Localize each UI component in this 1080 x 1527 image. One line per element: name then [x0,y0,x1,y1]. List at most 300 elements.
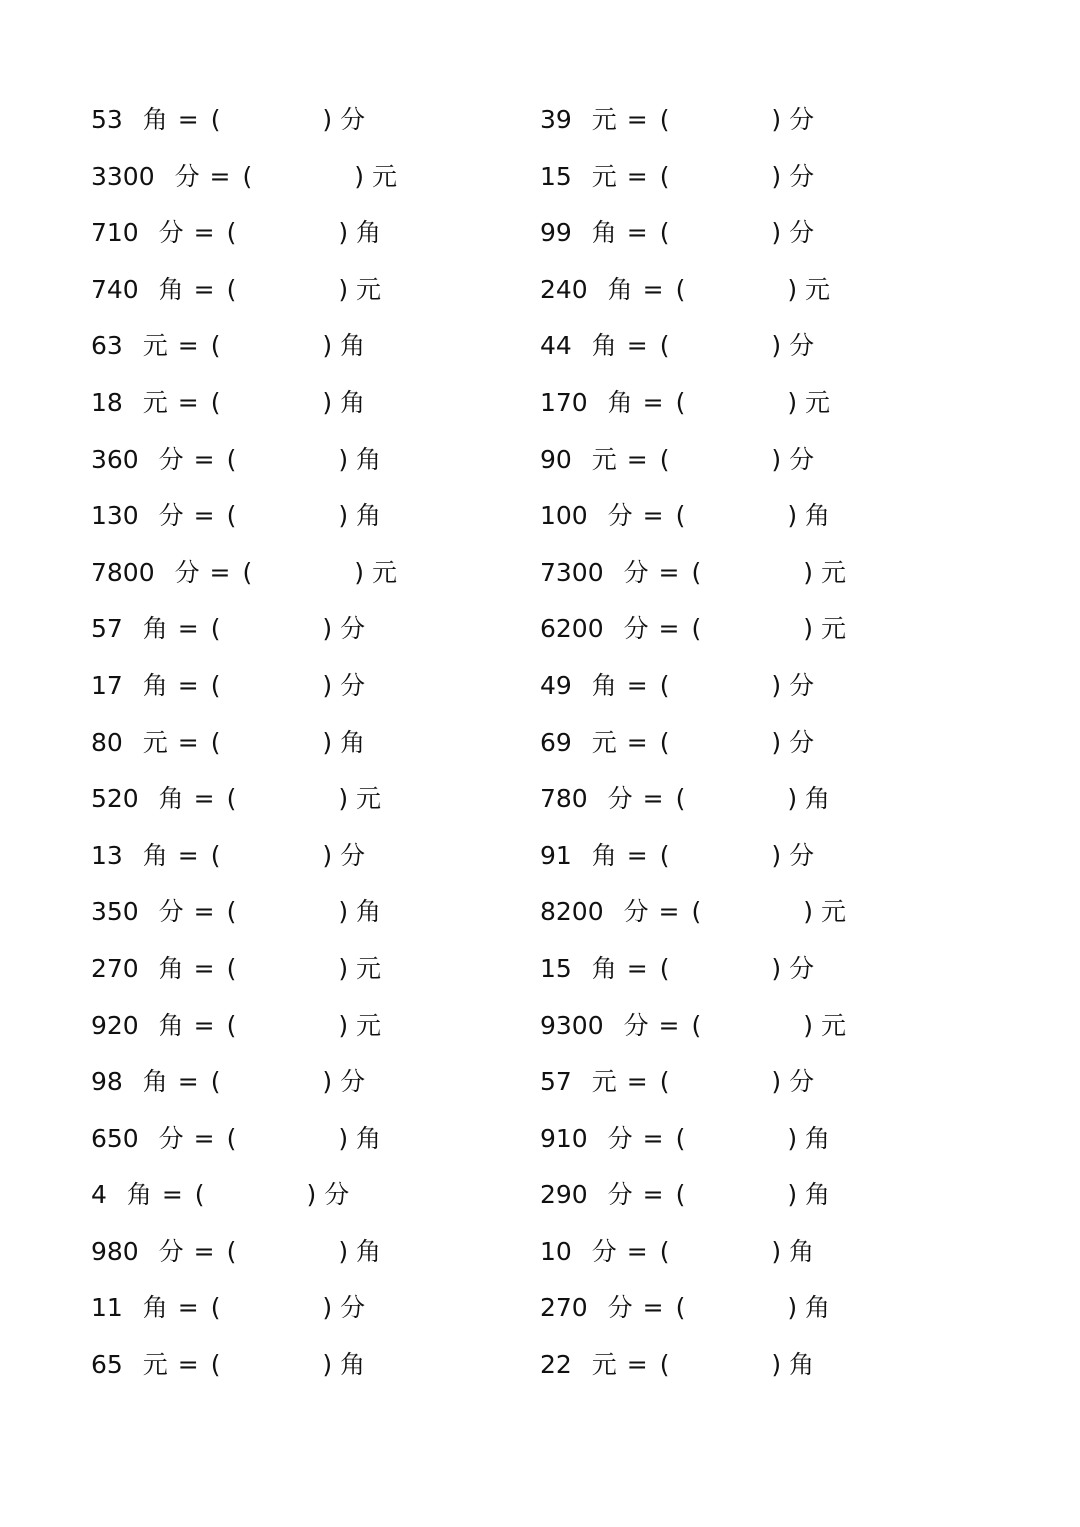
equals-sign: = [626,105,648,134]
conversion-problem [540,715,960,772]
left-paren: ( [226,1123,237,1153]
problem-amount: 15 [540,161,572,191]
equals-sign: = [193,444,215,474]
right-paren: ) [338,1236,349,1266]
left-paren: ( [242,161,253,191]
problem-to-unit: 角 [340,331,366,361]
conversion-problem [91,488,511,545]
equals-sign: = [642,274,664,304]
problem-to-unit: 角 [789,1350,815,1380]
equals-sign: = [177,670,199,700]
problem-from-unit: 角 [142,1067,168,1097]
problem-from-unit: 角 [142,840,168,870]
conversion-problem [540,998,960,1055]
problem-from-unit: 元 [591,161,617,191]
problem-to-unit: 分 [340,614,366,644]
right-paren: ) [803,614,813,644]
left-paren: ( [226,501,237,531]
problem-from-unit: 元 [142,1350,168,1380]
problem-from-unit: 角 [158,953,184,983]
equals-sign: = [193,1236,215,1266]
conversion-problem [540,1167,960,1224]
problem-amount: 22 [540,1350,572,1380]
equals-sign: = [642,1180,664,1210]
right-paren: ) [771,953,782,983]
right-paren: ) [338,1010,349,1040]
problem-to-unit: 分 [789,444,815,474]
conversion-problem [540,545,960,602]
problem-from-unit: 分 [174,557,200,587]
left-paren: ( [210,614,221,644]
problem-amount: 57 [91,614,123,644]
problem-amount: 80 [91,727,123,757]
problem-to-unit: 分 [789,105,815,134]
problem-from-unit: 分 [158,218,184,248]
conversion-problem [540,601,960,658]
left-paren: ( [242,557,253,587]
equals-sign: = [626,953,648,983]
problem-from-unit: 元 [142,387,168,417]
equals-sign: = [658,897,680,927]
problem-amount: 69 [540,727,572,757]
problem-to-unit: 角 [356,444,382,474]
right-paren: ) [771,1236,782,1266]
left-paren: ( [691,897,702,927]
equals-sign: = [626,161,648,191]
left-paren: ( [226,444,237,474]
problem-to-unit: 角 [805,1123,831,1153]
problem-to-unit: 元 [356,784,382,814]
conversion-problem [540,92,960,149]
right-paren: ) [787,784,798,814]
problem-from-unit: 分 [623,1010,649,1040]
conversion-problem [540,318,960,375]
left-paren: ( [659,161,670,191]
problem-amount: 9300 [540,1010,604,1040]
problem-amount: 98 [91,1067,123,1097]
problem-amount: 7800 [91,557,155,587]
conversion-problem [91,1280,511,1337]
conversion-problem [91,262,511,319]
problem-amount: 270 [540,1293,588,1323]
equals-sign: = [177,1067,199,1097]
right-paren: ) [338,1123,349,1153]
problem-to-unit: 分 [324,1180,350,1210]
problem-from-unit: 角 [591,840,617,870]
right-problem-column [540,92,960,1394]
problem-amount: 270 [91,953,139,983]
problem-amount: 7300 [540,557,604,587]
problem-amount: 11 [91,1293,123,1323]
conversion-problem [540,432,960,489]
conversion-problem [91,884,511,941]
problem-to-unit: 分 [789,331,815,361]
right-paren: ) [771,161,782,191]
right-paren: ) [322,331,333,361]
problem-amount: 6200 [540,614,604,644]
conversion-problem [91,941,511,998]
problem-amount: 920 [91,1010,139,1040]
problem-from-unit: 分 [607,501,633,531]
problem-amount: 63 [91,331,123,361]
problem-from-unit: 分 [607,1123,633,1153]
right-paren: ) [322,105,333,134]
problem-to-unit: 角 [805,501,831,531]
conversion-problem [540,488,960,545]
problem-to-unit: 分 [789,953,815,983]
conversion-problem [91,1224,511,1281]
problem-to-unit: 角 [340,727,366,757]
right-paren: ) [322,1293,333,1323]
problem-from-unit: 分 [623,614,649,644]
left-paren: ( [675,784,686,814]
right-paren: ) [771,218,782,248]
problem-from-unit: 分 [607,1293,633,1323]
problem-to-unit: 元 [820,1010,846,1040]
problem-to-unit: 分 [789,840,815,870]
problem-amount: 3300 [91,161,155,191]
conversion-problem [540,149,960,206]
problem-to-unit: 角 [805,1180,831,1210]
right-paren: ) [787,1123,798,1153]
equals-sign: = [658,614,680,644]
right-paren: ) [322,840,333,870]
equals-sign: = [193,274,215,304]
left-paren: ( [226,953,237,983]
problem-to-unit: 元 [805,387,831,417]
left-paren: ( [659,670,670,700]
right-paren: ) [771,727,782,757]
problem-to-unit: 分 [340,1067,366,1097]
problem-amount: 290 [540,1180,588,1210]
problem-to-unit: 元 [371,161,397,191]
equals-sign: = [642,1293,664,1323]
left-paren: ( [226,218,237,248]
left-paren: ( [691,614,702,644]
left-paren: ( [210,727,221,757]
left-paren: ( [226,897,237,927]
problem-from-unit: 角 [142,614,168,644]
equals-sign: = [626,1350,648,1380]
equals-sign: = [626,840,648,870]
problem-from-unit: 分 [591,1236,617,1266]
problem-amount: 360 [91,444,139,474]
conversion-problem [540,1337,960,1394]
problem-to-unit: 分 [340,840,366,870]
right-paren: ) [771,331,782,361]
right-paren: ) [787,501,798,531]
conversion-problem [91,828,511,885]
equals-sign: = [177,727,199,757]
left-paren: ( [675,387,686,417]
equals-sign: = [642,784,664,814]
left-paren: ( [210,331,221,361]
equals-sign: = [193,218,215,248]
conversion-problem [540,375,960,432]
right-paren: ) [787,1180,798,1210]
left-paren: ( [675,274,686,304]
right-paren: ) [338,444,349,474]
right-paren: ) [803,1010,813,1040]
left-paren: ( [226,784,237,814]
problem-amount: 130 [91,501,139,531]
conversion-problem [540,262,960,319]
problem-from-unit: 分 [158,1123,184,1153]
equals-sign: = [626,218,648,248]
right-paren: ) [322,670,333,700]
problem-to-unit: 角 [805,1293,831,1323]
problem-amount: 10 [540,1236,572,1266]
right-paren: ) [771,670,782,700]
problem-from-unit: 角 [591,953,617,983]
problem-amount: 980 [91,1236,139,1266]
right-paren: ) [338,897,349,927]
right-paren: ) [803,557,813,587]
left-paren: ( [210,670,221,700]
problem-amount: 44 [540,331,572,361]
problem-from-unit: 元 [591,105,617,134]
conversion-problem [91,149,511,206]
equals-sign: = [209,161,231,191]
left-paren: ( [659,1236,670,1266]
problem-amount: 780 [540,784,588,814]
problem-amount: 350 [91,897,139,927]
right-paren: ) [787,274,798,304]
conversion-problem [91,205,511,262]
problem-to-unit: 元 [356,1010,382,1040]
right-paren: ) [803,897,813,927]
problem-from-unit: 分 [607,1180,633,1210]
conversion-problem [540,205,960,262]
equals-sign: = [177,387,199,417]
conversion-problem [91,1337,511,1394]
problem-from-unit: 角 [591,670,617,700]
right-paren: ) [771,1350,782,1380]
problem-from-unit: 元 [142,727,168,757]
problem-to-unit: 角 [356,501,382,531]
right-paren: ) [338,274,349,304]
left-paren: ( [675,1180,686,1210]
problem-to-unit: 角 [789,1236,815,1266]
equals-sign: = [658,557,680,587]
left-paren: ( [210,1293,221,1323]
problem-amount: 520 [91,784,139,814]
left-paren: ( [226,1010,237,1040]
problem-amount: 65 [91,1350,123,1380]
problem-to-unit: 元 [371,557,397,587]
conversion-problem [91,92,511,149]
problem-amount: 57 [540,1067,572,1097]
left-paren: ( [659,105,670,134]
conversion-problem [91,1111,511,1168]
equals-sign: = [177,1293,199,1323]
left-paren: ( [675,1293,686,1323]
equals-sign: = [626,1236,648,1266]
left-paren: ( [675,1123,686,1153]
problem-amount: 13 [91,840,123,870]
problem-from-unit: 角 [607,387,633,417]
right-paren: ) [787,387,798,417]
problem-to-unit: 分 [340,105,366,134]
problem-from-unit: 角 [607,274,633,304]
left-problem-column [91,92,511,1394]
problem-amount: 8200 [540,897,604,927]
right-paren: ) [354,161,364,191]
conversion-problem [91,601,511,658]
conversion-problem [91,771,511,828]
left-paren: ( [659,840,670,870]
problem-to-unit: 元 [805,274,831,304]
problem-to-unit: 分 [340,1293,366,1323]
problem-from-unit: 元 [591,1350,617,1380]
problem-to-unit: 分 [789,1067,815,1097]
problem-to-unit: 元 [820,897,846,927]
equals-sign: = [193,953,215,983]
conversion-problem [540,658,960,715]
problem-from-unit: 元 [591,727,617,757]
equals-sign: = [642,501,664,531]
conversion-problem [91,375,511,432]
problem-amount: 15 [540,953,572,983]
left-paren: ( [226,1236,237,1266]
right-paren: ) [354,557,364,587]
conversion-problem [91,715,511,772]
problem-from-unit: 角 [158,784,184,814]
equals-sign: = [626,1067,648,1097]
conversion-problem [91,658,511,715]
equals-sign: = [177,331,199,361]
equals-sign: = [177,105,199,134]
problem-to-unit: 角 [356,897,382,927]
equals-sign: = [177,840,199,870]
right-paren: ) [787,1293,798,1323]
problem-from-unit: 角 [158,274,184,304]
right-paren: ) [338,501,349,531]
equals-sign: = [177,1350,199,1380]
conversion-problem [540,941,960,998]
equals-sign: = [193,784,215,814]
problem-from-unit: 分 [158,444,184,474]
equals-sign: = [626,331,648,361]
problem-from-unit: 角 [142,105,168,134]
problem-from-unit: 角 [158,1010,184,1040]
problem-amount: 91 [540,840,572,870]
problem-to-unit: 角 [356,218,382,248]
conversion-problem [91,998,511,1055]
right-paren: ) [322,727,333,757]
problem-amount: 17 [91,670,123,700]
problem-to-unit: 分 [340,670,366,700]
problem-from-unit: 分 [607,784,633,814]
equals-sign: = [177,614,199,644]
problem-amount: 910 [540,1123,588,1153]
problem-to-unit: 角 [805,784,831,814]
problem-from-unit: 分 [158,897,184,927]
equals-sign: = [626,670,648,700]
problem-amount: 4 [91,1180,107,1210]
problem-from-unit: 角 [142,670,168,700]
left-paren: ( [659,331,670,361]
left-paren: ( [659,1350,670,1380]
problem-amount: 710 [91,218,139,248]
problem-amount: 650 [91,1123,139,1153]
right-paren: ) [771,105,782,134]
conversion-problem [91,432,511,489]
left-paren: ( [659,1067,670,1097]
problem-to-unit: 分 [789,727,815,757]
left-paren: ( [210,840,221,870]
problem-from-unit: 角 [142,1293,168,1323]
problem-from-unit: 分 [623,897,649,927]
conversion-problem [540,1280,960,1337]
problem-from-unit: 分 [158,1236,184,1266]
conversion-problem [540,828,960,885]
left-paren: ( [659,727,670,757]
problem-to-unit: 元 [820,614,846,644]
right-paren: ) [771,840,782,870]
left-paren: ( [210,1350,221,1380]
problem-to-unit: 角 [356,1123,382,1153]
left-paren: ( [194,1180,205,1210]
equals-sign: = [161,1180,183,1210]
left-paren: ( [210,105,221,134]
equals-sign: = [642,1123,664,1153]
problem-from-unit: 分 [174,161,200,191]
equals-sign: = [626,444,648,474]
problem-amount: 18 [91,387,123,417]
right-paren: ) [322,614,333,644]
right-paren: ) [771,1067,782,1097]
left-paren: ( [659,218,670,248]
right-paren: ) [322,1350,333,1380]
problem-from-unit: 元 [591,444,617,474]
conversion-problem [91,545,511,602]
right-paren: ) [322,387,333,417]
problem-from-unit: 角 [591,218,617,248]
equals-sign: = [658,1010,680,1040]
problem-amount: 53 [91,105,123,134]
problem-to-unit: 角 [356,1236,382,1266]
equals-sign: = [193,501,215,531]
problem-from-unit: 角 [126,1180,152,1210]
left-paren: ( [226,274,237,304]
right-paren: ) [338,218,349,248]
problem-to-unit: 分 [789,670,815,700]
problem-from-unit: 分 [158,501,184,531]
equals-sign: = [626,727,648,757]
equals-sign: = [209,557,231,587]
conversion-problem [540,1111,960,1168]
equals-sign: = [193,1123,215,1153]
problem-to-unit: 元 [356,274,382,304]
conversion-problem [91,318,511,375]
right-paren: ) [306,1180,317,1210]
problem-amount: 39 [540,105,572,134]
problem-to-unit: 元 [820,557,846,587]
left-paren: ( [691,557,702,587]
problem-to-unit: 角 [340,387,366,417]
right-paren: ) [338,953,349,983]
problem-amount: 99 [540,218,572,248]
left-paren: ( [210,387,221,417]
problem-from-unit: 分 [623,557,649,587]
right-paren: ) [771,444,782,474]
problem-to-unit: 分 [789,161,815,191]
problem-from-unit: 元 [591,1067,617,1097]
problem-to-unit: 角 [340,1350,366,1380]
problem-amount: 240 [540,274,588,304]
left-paren: ( [659,953,670,983]
